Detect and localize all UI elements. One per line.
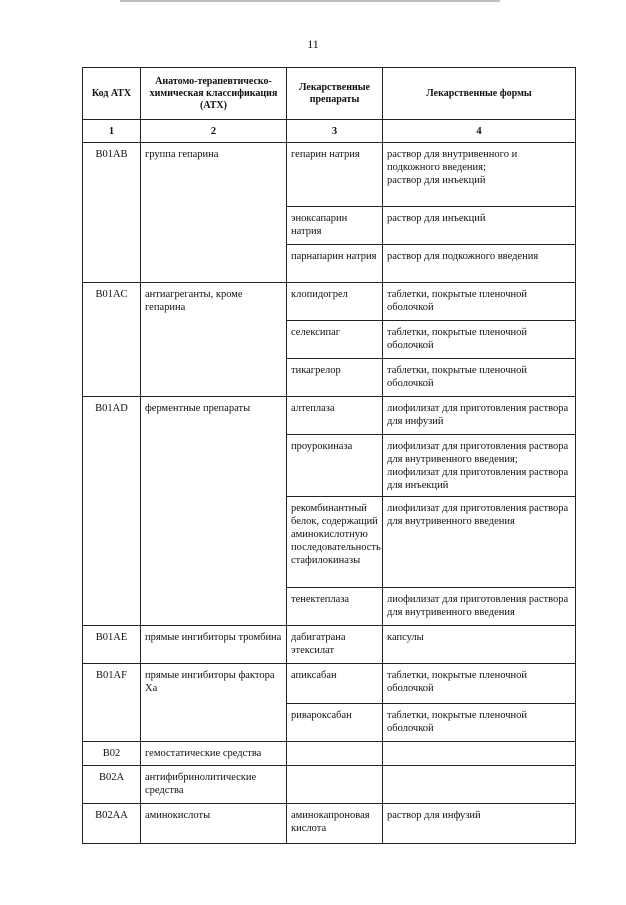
drug-name-cell xyxy=(287,766,383,804)
drug-name-cell: ривароксабан xyxy=(287,704,383,742)
column-number-row xyxy=(83,120,576,143)
atx-code-cell: B01AC xyxy=(83,283,141,397)
atx-classification-cell: аминокислоты xyxy=(141,804,287,844)
page-number: 11 xyxy=(307,37,319,51)
dosage-forms-cell: лиофилизат для приготовления раствора для внутривенного введения; лиофилизат для приготовления раствора для инъекций xyxy=(383,435,576,497)
column-number: 3 xyxy=(287,120,383,143)
column-number: 2 xyxy=(141,120,287,143)
drug-name-cell: апиксабан xyxy=(287,664,383,704)
drug-name-cell: гепарин натрия xyxy=(287,143,383,207)
atx-code-cell: B01AF xyxy=(83,664,141,742)
dosage-forms-cell: раствор для инфузий xyxy=(383,804,576,844)
atx-code-cell: B02A xyxy=(83,766,141,804)
drug-name-cell: проурокиназа xyxy=(287,435,383,497)
drug-name-cell: эноксапарин натрия xyxy=(287,207,383,245)
dosage-forms-cell: таблетки, покрытые пленочной оболочкой xyxy=(383,283,576,321)
dosage-forms-cell: капсулы xyxy=(383,626,576,664)
header-classification: Анатомо-терапевтическо-химическая классификация (АТХ) xyxy=(141,68,287,120)
drug-name-cell: клопидогрел xyxy=(287,283,383,321)
drug-name-cell: тенектеплаза xyxy=(287,588,383,626)
table-row xyxy=(83,397,576,435)
table-row xyxy=(83,626,576,664)
dosage-forms-cell: таблетки, покрытые пленочной оболочкой xyxy=(383,664,576,704)
drug-name-cell xyxy=(287,742,383,766)
table-row xyxy=(83,283,576,321)
atx-code-cell: B01AE xyxy=(83,626,141,664)
table-row xyxy=(83,766,576,804)
drug-name-cell: аминокапроновая кислота xyxy=(287,804,383,844)
table-row xyxy=(83,664,576,704)
atx-classification-cell: прямые ингибиторы тромбина xyxy=(141,626,287,664)
header-row xyxy=(83,68,576,120)
table-row xyxy=(83,742,576,766)
dosage-forms-cell: лиофилизат для приготовления раствора для внутривенного введения xyxy=(383,588,576,626)
atx-code-cell: B02AA xyxy=(83,804,141,844)
header-code: Код АТХ xyxy=(83,68,141,120)
atx-classification-cell: прямые ингибиторы фактора Ха xyxy=(141,664,287,742)
header-drugs: Лекарственные препараты xyxy=(287,68,383,120)
table-header xyxy=(83,68,576,143)
dosage-forms-cell: таблетки, покрытые пленочной оболочкой xyxy=(383,321,576,359)
table-row xyxy=(83,804,576,844)
drug-name-cell: селексипаг xyxy=(287,321,383,359)
table-body xyxy=(83,143,576,844)
table-row xyxy=(83,143,576,207)
atx-code-cell: B01AB xyxy=(83,143,141,283)
drug-name-cell: парнапарин натрия xyxy=(287,245,383,283)
atx-classification-cell: гемостатические средства xyxy=(141,742,287,766)
atx-code-cell: B01AD xyxy=(83,397,141,626)
drug-name-cell: тикагрелор xyxy=(287,359,383,397)
atx-classification-cell: ферментные препараты xyxy=(141,397,287,626)
dosage-forms-cell: таблетки, покрытые пленочной оболочкой xyxy=(383,704,576,742)
drug-name-cell: рекомбинантный белок, содержащий аминокислотную последовательность стафилокиназы xyxy=(287,497,383,588)
atx-classification-cell: антиагреганты, кроме гепарина xyxy=(141,283,287,397)
atx-code-cell: B02 xyxy=(83,742,141,766)
dosage-forms-cell xyxy=(383,766,576,804)
dosage-forms-cell: раствор для внутривенного и подкожного введения; раствор для инъекций xyxy=(383,143,576,207)
dosage-forms-cell: лиофилизат для приготовления раствора для внутривенного введения xyxy=(383,497,576,588)
top-rule xyxy=(120,0,500,2)
dosage-forms-cell xyxy=(383,742,576,766)
atx-classification-cell: антифибринолитические средства xyxy=(141,766,287,804)
dosage-forms-cell: раствор для подкожного введения xyxy=(383,245,576,283)
dosage-forms-cell: лиофилизат для приготовления раствора для инфузий xyxy=(383,397,576,435)
atx-classification-cell: группа гепарина xyxy=(141,143,287,283)
header-forms: Лекарственные формы xyxy=(383,68,576,120)
dosage-forms-cell: раствор для инъекций xyxy=(383,207,576,245)
dosage-forms-cell: таблетки, покрытые пленочной оболочкой xyxy=(383,359,576,397)
atx-table xyxy=(82,67,576,844)
drug-name-cell: алтеплаза xyxy=(287,397,383,435)
drug-name-cell: дабигатрана этексилат xyxy=(287,626,383,664)
column-number: 1 xyxy=(83,120,141,143)
column-number: 4 xyxy=(383,120,576,143)
